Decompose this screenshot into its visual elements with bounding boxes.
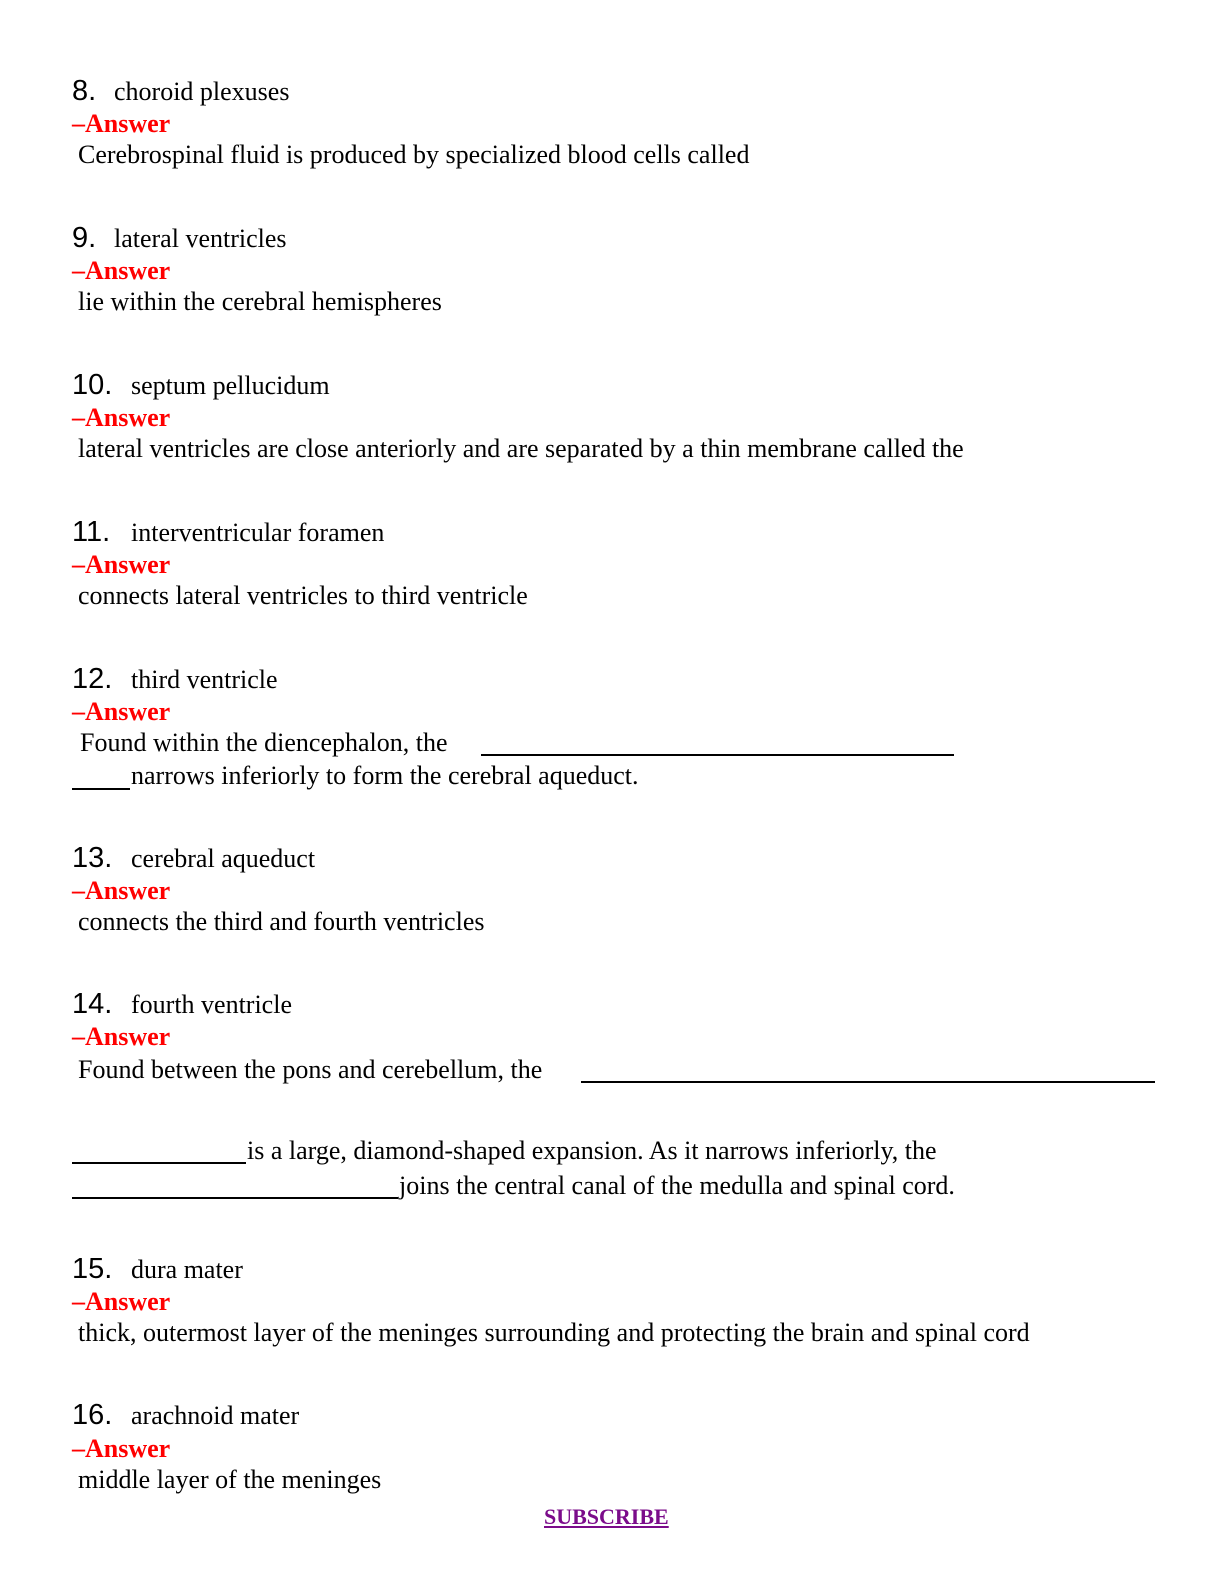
item-number: 10. [72, 369, 113, 401]
answer-text: Found between the pons and cerebellum, the [78, 1055, 543, 1084]
term: lateral ventricles [114, 224, 287, 253]
item-number: 11. [72, 516, 111, 548]
term: septum pellucidum [131, 371, 330, 400]
item-number: 8. [72, 75, 97, 107]
term: choroid plexuses [114, 77, 290, 106]
item-number: 13. [72, 842, 113, 874]
fill-in-blank [481, 754, 954, 756]
subscribe-link[interactable]: SUBSCRIBE [544, 1504, 669, 1529]
answer-text-continued: narrows inferiorly to form the cerebral aqueduct. [131, 761, 639, 790]
fill-in-blank [72, 1197, 398, 1199]
answer-text: lateral ventricles are close anteriorly and are separated by a thin membrane called the [78, 434, 964, 463]
item-number: 9. [72, 222, 97, 254]
answer-label: –Answer [72, 1022, 171, 1051]
answer-text: connects lateral ventricles to third ventricle [78, 581, 528, 610]
term: cerebral aqueduct [131, 844, 316, 873]
term: dura mater [131, 1255, 243, 1284]
answer-text: Found within the diencephalon, the [80, 728, 448, 757]
item-number: 14. [72, 988, 113, 1020]
answer-label: –Answer [72, 876, 171, 905]
fill-in-blank [581, 1081, 1155, 1083]
answer-text-continued: joins the central canal of the medulla and spinal cord. [399, 1171, 955, 1200]
answer-label: –Answer [72, 1287, 171, 1316]
fill-in-blank [72, 1162, 246, 1164]
answer-label: –Answer [72, 550, 171, 579]
item-number: 15. [72, 1253, 113, 1285]
answer-text: thick, outermost layer of the meninges surrounding and protecting the brain and spinal cord [78, 1318, 1030, 1347]
answer-label: –Answer [72, 256, 171, 285]
term: third ventricle [131, 665, 278, 694]
answer-label: –Answer [72, 1434, 171, 1463]
answer-label: –Answer [72, 697, 171, 726]
answer-text: Cerebrospinal fluid is produced by specialized blood cells called [78, 140, 750, 169]
answer-text: middle layer of the meninges [78, 1465, 382, 1494]
term: fourth ventricle [131, 990, 292, 1019]
term: interventricular foramen [131, 518, 385, 547]
answer-label: –Answer [72, 109, 171, 138]
fill-in-blank [72, 788, 130, 790]
answer-text-continued: is a large, diamond-shaped expansion. As it narrows inferiorly, the [247, 1136, 937, 1165]
item-number: 12. [72, 663, 113, 695]
answer-text: lie within the cerebral hemispheres [78, 287, 442, 316]
term: arachnoid mater [131, 1401, 300, 1430]
answer-text: connects the third and fourth ventricles [78, 907, 485, 936]
item-number: 16. [72, 1399, 113, 1431]
answer-label: –Answer [72, 403, 171, 432]
